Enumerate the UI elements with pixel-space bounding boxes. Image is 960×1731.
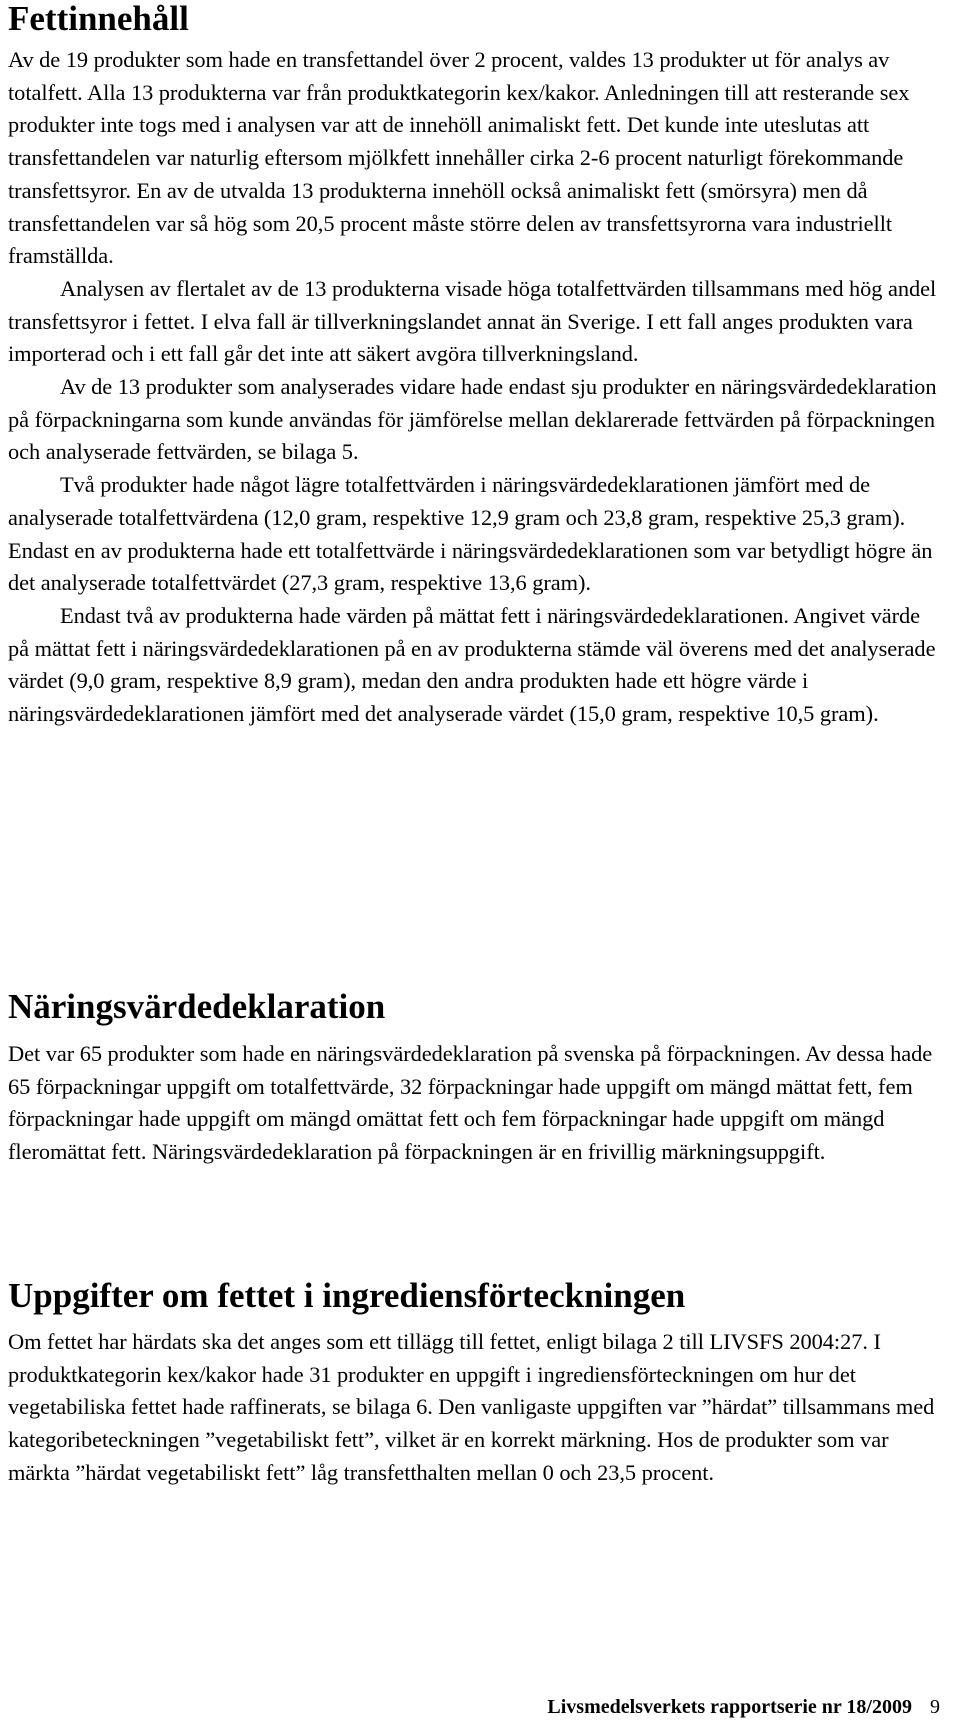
paragraph: Av de 13 produkter som analyserades vidare hade endast sju produkter en näringsvärdedeklaration på förpackningarna som kunde användas för jämförelse mellan deklarerade fettvärden på förpackningen och analyserade fettvärden, se bilaga 5.	[8, 374, 937, 465]
page-number: 9	[930, 1696, 940, 1718]
footer-series-title: Livsmedelsverkets rapportserie nr 18/2009	[547, 1696, 912, 1718]
section-heading-uppgifter-om-fettet: Uppgifter om fettet i ingrediensförteckningen	[8, 1276, 686, 1315]
paragraph: Två produkter hade något lägre totalfettvärden i näringsvärdedeklarationen jämfört med de analyserade totalfettvärdena (12,0 gram, respektive 12,9 gram och 23,8 gram, respektive 25,3 gram). Endast en av produkterna hade ett totalfettvärde i näringsvärdedeklarationen som var betydligt högre än det analyserade totalfettvärdet (27,3 gram, respektive 13,6 gram).	[8, 472, 933, 596]
paragraph: Om fettet har härdats ska det anges som ett tillägg till fettet, enligt bilaga 2 till LIVSFS 2004:27. I produktkategorin kex/kakor hade 31 produkter en uppgift i ingrediensförteckningen om hur det vegetabiliska fettet hade raffinerats, se bilaga 6. Den vanligaste uppgiften var ”härdat” tillsammans med kategoribeteckningen ”vegetabiliskt fett”, vilket är en korrekt märkning. Hos de produkter som var märkta ”härdat vegetabiliskt fett” låg transfetthalten mellan 0 och 23,5 procent.	[8, 1329, 935, 1485]
section-body-naringsvardedeklaration	[8, 1038, 943, 1169]
section-heading-naringsvardedeklaration: Näringsvärdedeklaration	[8, 987, 386, 1026]
paragraph: Det var 65 produkter som hade en näringsvärdedeklaration på svenska på förpackningen. Av dessa hade 65 förpackningar uppgift om totalfettvärde, 32 förpackningar hade uppgift om mängd mättat fett, fem förpackningar hade uppgift om mängd omättat fett och fem förpackningar hade uppgift om mängd fleromättat fett. Näringsvärdedeklaration på förpackningen är en frivillig märkningsuppgift.	[8, 1041, 933, 1165]
section-heading-fettinnehall: Fettinnehåll	[8, 0, 189, 38]
paragraph: Av de 19 produkter som hade en transfettandel över 2 procent, valdes 13 produkter ut för analys av totalfett. Alla 13 produkterna var från produktkategorin kex/kakor. Anledningen till att resterande sex produkter inte togs med i analysen var att de innehöll animaliskt fett. Det kunde inte uteslutas att transfettandelen var naturlig eftersom mjölkfett innehåller cirka 2-6 procent naturligt förekommande transfettsyror. En av de utvalda 13 produkterna innehöll också animaliskt fett (smörsyra) men då transfettandelen var så hög som 20,5 procent måste större delen av transfettsyrorna vara industriellt framställda.	[8, 47, 910, 269]
section-body-fettinnehall	[8, 44, 943, 731]
section-body-uppgifter-om-fettet	[8, 1326, 943, 1490]
paragraph: Endast två av produkterna hade värden på mättat fett i näringsvärdedeklarationen. Angivet värde på mättat fett i näringsvärdedeklarationen på en av produkterna stämde väl överens med det analyserade värdet (9,0 gram, respektive 8,9 gram), medan den andra produkten hade ett högre värde i näringsvärdedeklarationen jämfört med det analyserade värdet (15,0 gram, respektive 10,5 gram).	[8, 602, 936, 727]
page-footer	[440, 1696, 940, 1719]
paragraph: Analysen av flertalet av de 13 produkterna visade höga totalfettvärden tillsammans med hög andel transfettsyror i fettet. I elva fall är tillverkningslandet annat än Sverige. I ett fall anges produkten vara importerad och i ett fall går det inte att säkert avgöra tillverkningsland.	[8, 275, 937, 367]
